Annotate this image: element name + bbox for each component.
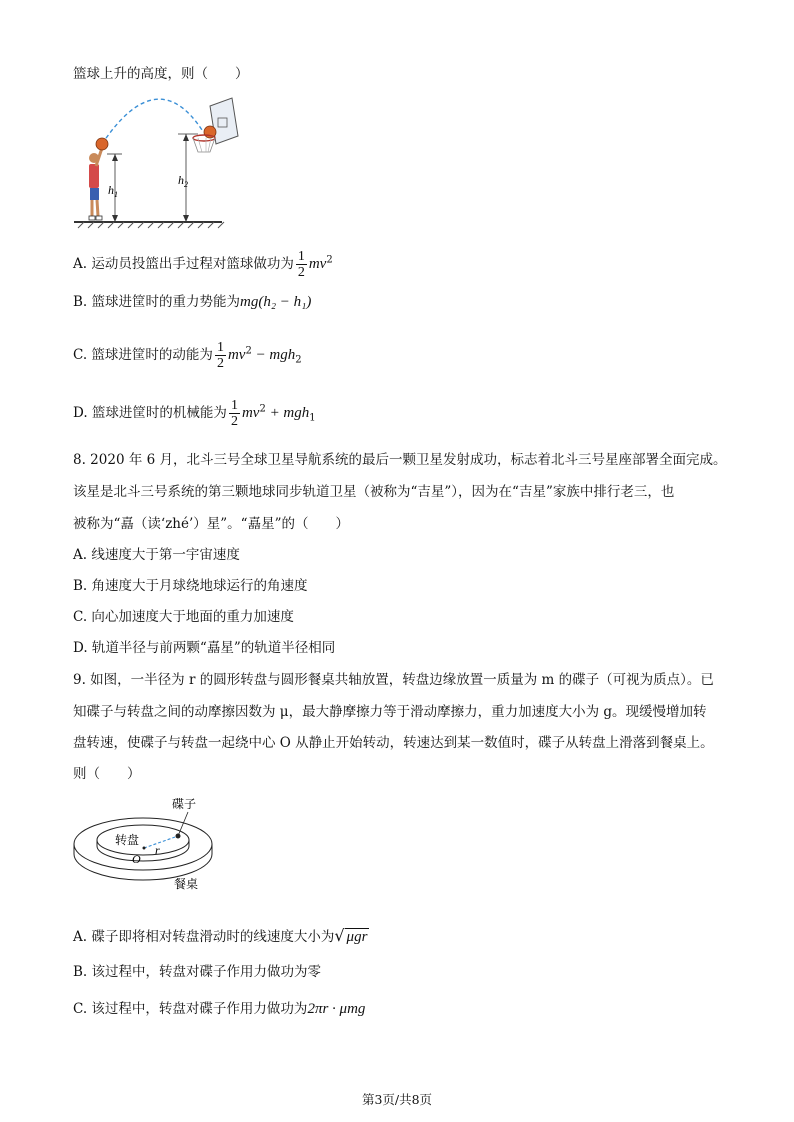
q7-option-a[interactable]: A. 运动员投篮出手过程对篮球做功为 $\frac{1}{2}$ $mv^2$ xyxy=(73,249,333,280)
table-label: 餐桌 xyxy=(174,877,199,891)
h1-label: $h_1$ xyxy=(108,183,118,199)
q9-stem-line3: 盘转速，使碟子与转盘一起绕中心 O 从静止开始转动，转速达到某一数值时，碟子从转盘上滑落到餐桌上。 xyxy=(73,735,714,751)
turntable-label: 转盘 xyxy=(115,833,140,847)
q9-stem-line1: 9. 如图，一半径为 r 的圆形转盘与圆形餐桌共轴放置，转盘边缘放置一质量为 m 的碟子（可视为质点）。已 xyxy=(73,672,714,688)
q8-option-a[interactable]: A. 线速度大于第一宇宙速度 xyxy=(73,547,240,563)
q8-stem-line2: 该星是北斗三号系统的第三颗地球同步轨道卫星（被称为“吉星”），因为在“吉星”家族中排行老三，也 xyxy=(73,484,675,500)
q8-option-b[interactable]: B. 角速度大于月球绕地球运行的角速度 xyxy=(73,578,308,594)
basketball-figure xyxy=(72,92,242,232)
sqrt-symbol: √ xyxy=(334,926,345,945)
q9-stem-line4: 则（ ） xyxy=(73,766,141,782)
h2-label: $h_2$ xyxy=(178,173,188,189)
q7-option-b[interactable]: B. 篮球进筐时的重力势能为mg(h₂ − h₁) xyxy=(73,294,312,310)
q8-option-d[interactable]: D. 轨道半径与前两颗“嚞星”的轨道半径相同 xyxy=(73,640,336,656)
q7-option-c[interactable]: C. 篮球进筐时的动能为 $\frac{1}{2}$ $mv^2 - mgh_2$ xyxy=(73,340,302,371)
turntable-figure xyxy=(70,792,220,892)
q8-stem-line3: 被称为“嚞（读‘zhé’）星”。“嚞星”的（ ） xyxy=(73,516,349,532)
q9-option-a[interactable]: A. 碟子即将相对转盘滑动时的线速度大小为√ μgr xyxy=(73,926,368,945)
radius-label: r xyxy=(155,843,160,857)
center-o-label: O xyxy=(132,852,141,866)
q7-stem-tail: 篮球上升的高度，则（ ） xyxy=(73,66,249,82)
fraction: $\frac{1}{2}$ xyxy=(230,398,238,429)
q9-option-b[interactable]: B. 该过程中，转盘对碟子作用力做功为零 xyxy=(73,964,322,980)
q8-option-c[interactable]: C. 向心加速度大于地面的重力加速度 xyxy=(73,609,294,625)
q9-stem-line2: 知碟子与转盘之间的动摩擦因数为 μ，最大静摩擦力等于滑动摩擦力，重力加速度大小为 g。现缓慢增加转 xyxy=(73,704,707,720)
q8-stem-line1: 8. 2020 年 6 月，北斗三号全球卫星导航系统的最后一颗卫星发射成功，标志着北斗三号星座部署全面完成。 xyxy=(73,452,727,468)
fraction: $\frac{1}{2}$ xyxy=(297,249,305,280)
dish-label: 碟子 xyxy=(172,797,197,811)
q9-option-c[interactable]: C. 该过程中，转盘对碟子作用力做功为2πr · μmg xyxy=(73,1001,366,1017)
fraction: $\frac{1}{2}$ xyxy=(216,340,224,371)
q7-option-d[interactable]: D. 篮球进筐时的机械能为 $\frac{1}{2}$ $mv^2 + mgh_1$ xyxy=(73,398,316,429)
page-number: 第3页/共8页 xyxy=(361,1092,433,1107)
